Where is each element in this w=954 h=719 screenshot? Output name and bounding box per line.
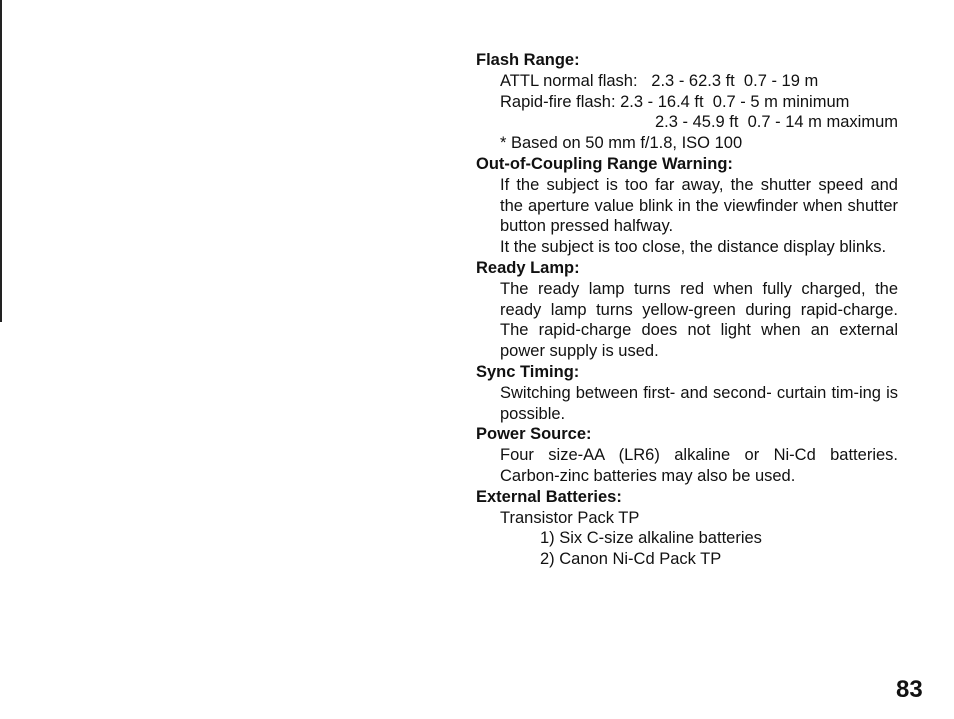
rapid-fire-min-range: Rapid-fire flash: 2.3 - 16.4 ft 0.7 - 5 m minimum bbox=[500, 92, 850, 111]
battery-option-1: 1) Six C-size alkaline batteries bbox=[540, 529, 762, 548]
attl-flash-range: ATTL normal flash: 2.3 - 62.3 ft 0.7 - 19 m bbox=[500, 71, 819, 90]
page-edge-line bbox=[0, 0, 2, 322]
flash-range-note: * Based on 50 mm f/1.8, ISO 100 bbox=[500, 134, 743, 153]
section-heading: Out-of-Coupling Range Warning: bbox=[476, 154, 733, 173]
section-sync-timing bbox=[476, 362, 898, 424]
page-number: 83 bbox=[896, 676, 923, 703]
section-external-batteries bbox=[476, 487, 898, 570]
sync-timing-text: Switching between first- and second- curtain tim-ing is possible. bbox=[500, 383, 898, 423]
power-source-text: Four size-AA (LR6) alkaline or Ni-Cd batteries. Carbon-zinc batteries may also be used. bbox=[500, 446, 898, 485]
section-heading: Sync Timing: bbox=[476, 362, 580, 381]
rapid-fire-max-range: 2.3 - 45.9 ft 0.7 - 14 m maximum bbox=[654, 113, 898, 132]
section-heading: Ready Lamp: bbox=[476, 258, 580, 277]
section-power-source bbox=[476, 424, 898, 486]
section-ready-lamp bbox=[476, 258, 898, 362]
section-heading: Flash Range: bbox=[476, 51, 580, 69]
section-flash-range bbox=[476, 50, 898, 154]
transistor-pack: Transistor Pack TP bbox=[500, 508, 640, 527]
ready-lamp-text: The ready lamp turns red when fully charged, the ready lamp turns yellow-green during rapid-charge. The rapid-charge does not light when an external power supply is used. bbox=[500, 279, 898, 361]
too-far-text: If the subject is too far away, the shutter speed and the aperture value blink in the viewfinder when shutter button pressed halfway. bbox=[500, 175, 898, 236]
too-close-text: It the subject is too close, the distance display blinks. bbox=[500, 238, 887, 257]
section-heading: External Batteries: bbox=[476, 487, 622, 506]
section-out-of-coupling bbox=[476, 154, 898, 258]
battery-option-2: 2) Canon Ni-Cd Pack TP bbox=[540, 550, 722, 569]
spec-list bbox=[476, 50, 898, 570]
section-heading: Power Source: bbox=[476, 425, 592, 444]
